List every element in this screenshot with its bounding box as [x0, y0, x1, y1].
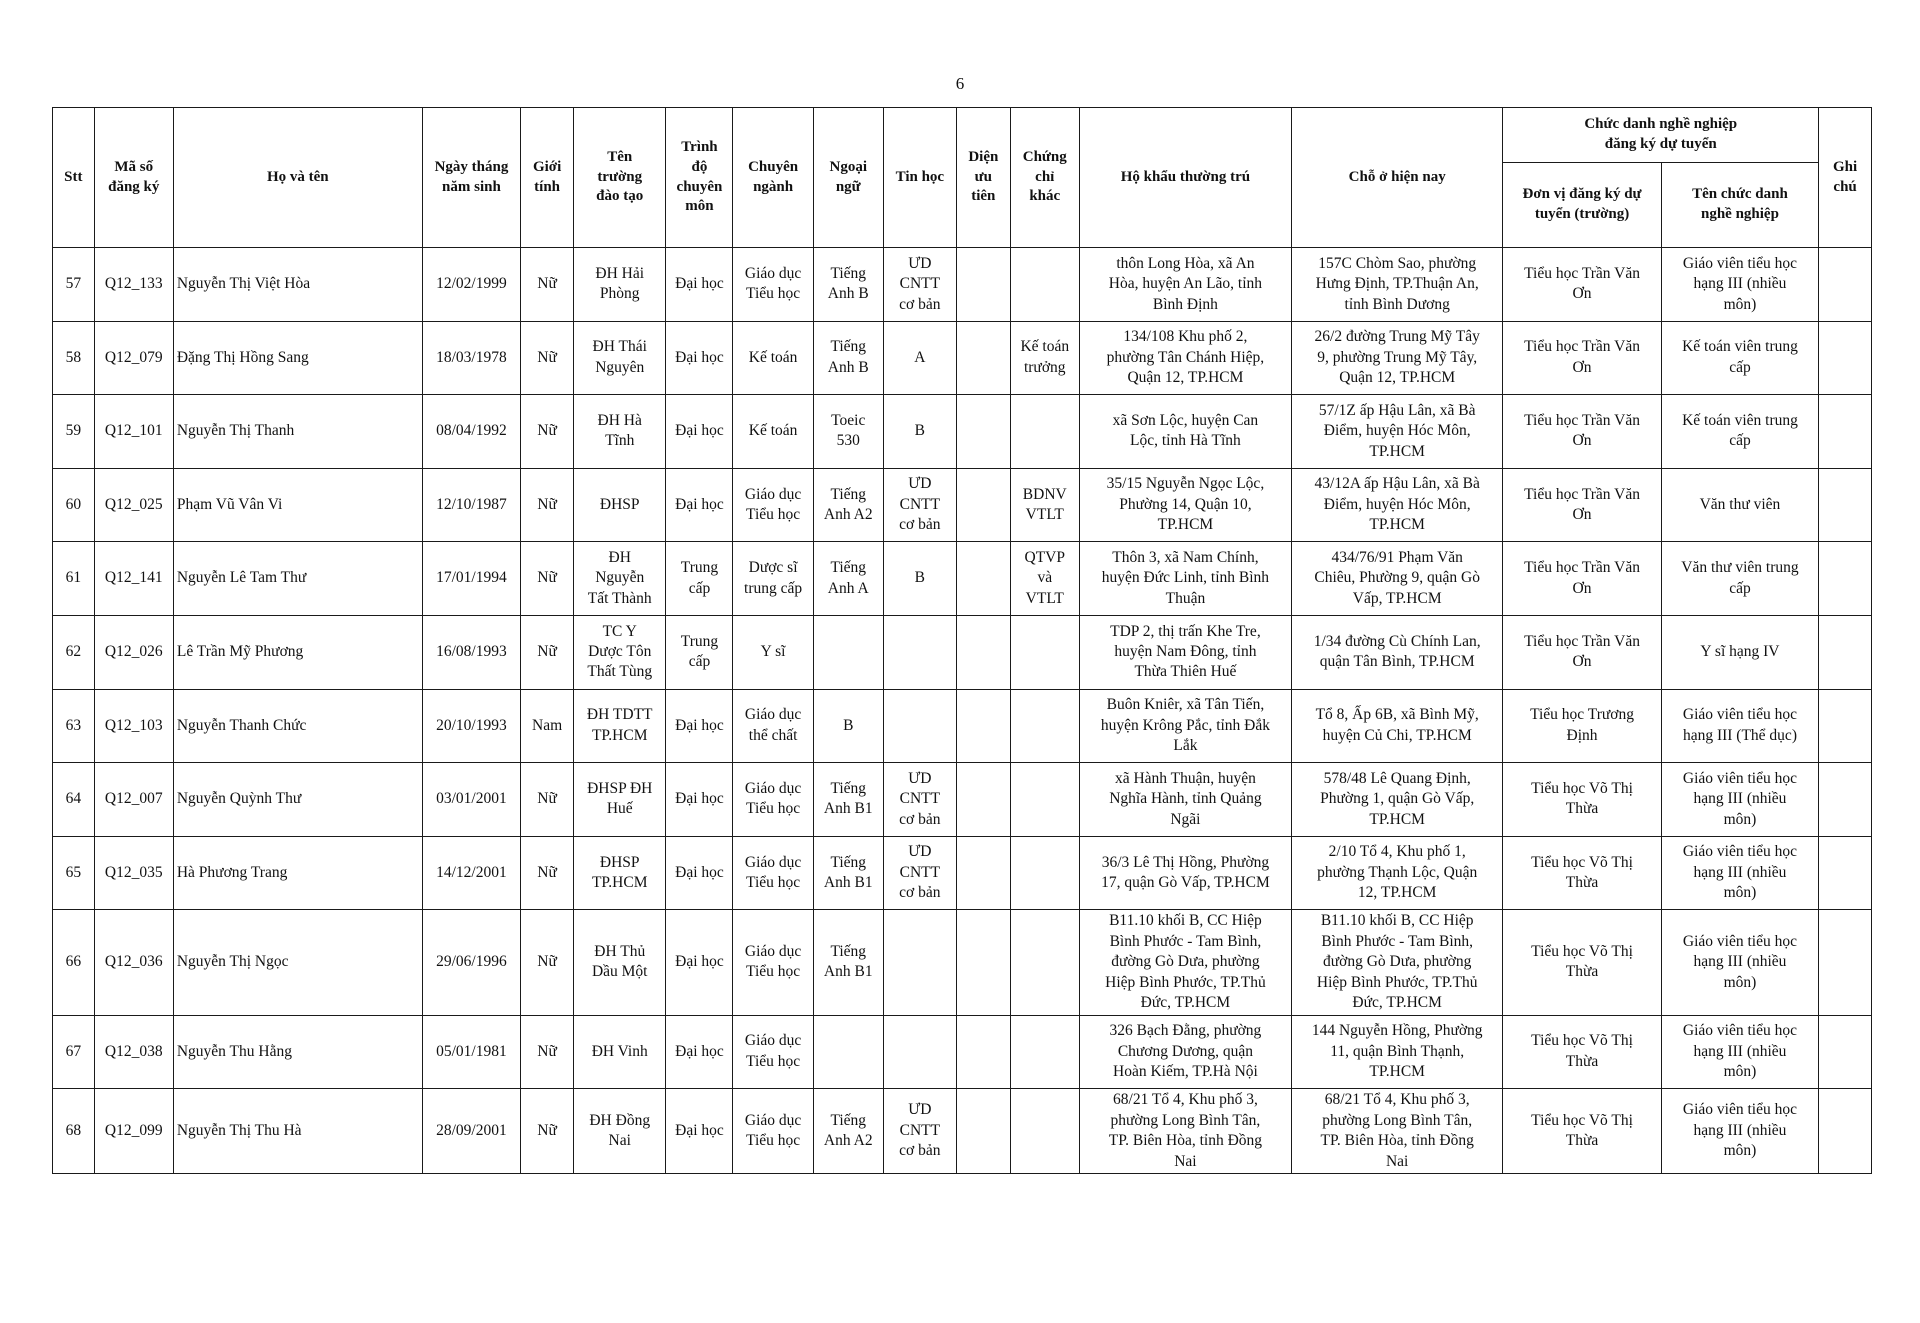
cell-stt: 67 [53, 1015, 95, 1089]
cell-ho-ten: Nguyễn Thị Thanh [173, 395, 422, 469]
cell-trinh-do: Đại học [666, 689, 733, 763]
cell-dien-uu-tien [956, 468, 1010, 542]
cell-don-vi: Tiểu học Trần Văn Ơn [1503, 542, 1661, 616]
cell-ma-so: Q12_101 [94, 395, 173, 469]
cell-don-vi: Tiểu học Trương Định [1503, 689, 1661, 763]
cell-trinh-do: Đại học [666, 321, 733, 395]
cell-chuc-danh: Giáo viên tiểu học hạng III (nhiều môn) [1661, 248, 1818, 322]
cell-ten-truong: ĐHSP TP.HCM [574, 836, 666, 910]
cell-chung-chi: Kế toán trưởng [1010, 321, 1079, 395]
cell-chuyen-nganh: Giáo dục Tiểu học [733, 1089, 813, 1174]
cell-ngay-sinh: 05/01/1981 [422, 1015, 521, 1089]
cell-tin-hoc: B [883, 542, 956, 616]
cell-ho-khau: Thôn 3, xã Nam Chính, huyện Đức Linh, tỉnh Bình Thuận [1079, 542, 1291, 616]
cell-ghi-chu [1819, 468, 1872, 542]
cell-tin-hoc: A [883, 321, 956, 395]
cell-gioi-tinh: Nam [521, 689, 574, 763]
cell-ma-so: Q12_025 [94, 468, 173, 542]
cell-ngay-sinh: 12/10/1987 [422, 468, 521, 542]
cell-cho-o: 144 Nguyễn Hồng, Phường 11, quận Bình Thạnh, TP.HCM [1292, 1015, 1503, 1089]
registration-table [52, 107, 1872, 1174]
cell-cho-o: 578/48 Lê Quang Định, Phường 1, quận Gò Vấp, TP.HCM [1292, 763, 1503, 837]
cell-don-vi: Tiểu học Võ Thị Thừa [1503, 836, 1661, 910]
cell-stt: 57 [53, 248, 95, 322]
cell-ho-ten: Nguyễn Thu Hằng [173, 1015, 422, 1089]
cell-chuc-danh: Văn thư viên trung cấp [1661, 542, 1818, 616]
cell-dien-uu-tien [956, 248, 1010, 322]
cell-tin-hoc [883, 615, 956, 689]
cell-dien-uu-tien [956, 1089, 1010, 1174]
cell-chuyen-nganh: Giáo dục Tiểu học [733, 248, 813, 322]
cell-stt: 60 [53, 468, 95, 542]
table-row [53, 836, 1872, 910]
cell-ngay-sinh: 03/01/2001 [422, 763, 521, 837]
cell-ngoai-ngu [813, 1015, 883, 1089]
cell-chung-chi [1010, 248, 1079, 322]
cell-ma-so: Q12_079 [94, 321, 173, 395]
cell-ho-khau: 36/3 Lê Thị Hồng, Phường 17, quận Gò Vấp, TP.HCM [1079, 836, 1291, 910]
cell-ngay-sinh: 29/06/1996 [422, 910, 521, 1015]
col-gioi-tinh: Giới tính [521, 108, 574, 248]
cell-ten-truong: ĐHSP ĐH Huế [574, 763, 666, 837]
col-don-vi: Đơn vị đăng ký dự tuyển (trường) [1503, 163, 1661, 248]
cell-dien-uu-tien [956, 615, 1010, 689]
cell-chung-chi [1010, 615, 1079, 689]
cell-tin-hoc: ƯD CNTT cơ bản [883, 248, 956, 322]
cell-chuyen-nganh: Giáo dục Tiểu học [733, 910, 813, 1015]
cell-stt: 59 [53, 395, 95, 469]
cell-ghi-chu [1819, 836, 1872, 910]
cell-ten-truong: ĐH Đồng Nai [574, 1089, 666, 1174]
cell-ghi-chu [1819, 1015, 1872, 1089]
cell-ho-ten: Đặng Thị Hồng Sang [173, 321, 422, 395]
table-row [53, 910, 1872, 1015]
col-ten-truong: Tên trường đào tạo [574, 108, 666, 248]
col-tin-hoc: Tin học [883, 108, 956, 248]
cell-chuyen-nganh: Dược sĩ trung cấp [733, 542, 813, 616]
cell-tin-hoc: ƯD CNTT cơ bản [883, 1089, 956, 1174]
cell-chuyen-nganh: Giáo dục Tiểu học [733, 836, 813, 910]
cell-ho-ten: Nguyễn Thị Thu Hà [173, 1089, 422, 1174]
cell-trinh-do: Đại học [666, 910, 733, 1015]
cell-trinh-do: Đại học [666, 468, 733, 542]
cell-ghi-chu [1819, 763, 1872, 837]
cell-don-vi: Tiểu học Trần Văn Ơn [1503, 615, 1661, 689]
cell-ma-so: Q12_038 [94, 1015, 173, 1089]
cell-ten-truong: TC Y Dược Tôn Thất Tùng [574, 615, 666, 689]
cell-chung-chi [1010, 1015, 1079, 1089]
cell-cho-o: Tổ 8, Ấp 6B, xã Bình Mỹ, huyện Củ Chi, TP.HCM [1292, 689, 1503, 763]
table-row [53, 1089, 1872, 1174]
cell-ma-so: Q12_133 [94, 248, 173, 322]
cell-ngoai-ngu: Tiếng Anh B1 [813, 836, 883, 910]
cell-ngoai-ngu: Tiếng Anh B1 [813, 910, 883, 1015]
cell-chuyen-nganh: Y sĩ [733, 615, 813, 689]
cell-trinh-do: Trung cấp [666, 542, 733, 616]
cell-trinh-do: Trung cấp [666, 615, 733, 689]
table-row [53, 395, 1872, 469]
cell-dien-uu-tien [956, 395, 1010, 469]
cell-chuc-danh: Y sĩ hạng IV [1661, 615, 1818, 689]
table-row [53, 615, 1872, 689]
cell-ngoai-ngu: Tiếng Anh A2 [813, 1089, 883, 1174]
cell-tin-hoc [883, 689, 956, 763]
cell-tin-hoc: ƯD CNTT cơ bản [883, 763, 956, 837]
cell-stt: 61 [53, 542, 95, 616]
cell-stt: 65 [53, 836, 95, 910]
cell-chuc-danh: Kế toán viên trung cấp [1661, 321, 1818, 395]
col-ghi-chu: Ghi chú [1819, 108, 1872, 248]
col-chuyen-nganh: Chuyên ngành [733, 108, 813, 248]
cell-ho-khau: Buôn Kniêr, xã Tân Tiến, huyện Krông Pắc, tỉnh Đắk Lắk [1079, 689, 1291, 763]
cell-chuyen-nganh: Kế toán [733, 321, 813, 395]
cell-dien-uu-tien [956, 836, 1010, 910]
cell-chuc-danh: Giáo viên tiểu học hạng III (Thể dục) [1661, 689, 1818, 763]
cell-ma-so: Q12_141 [94, 542, 173, 616]
cell-chung-chi: BDNV VTLT [1010, 468, 1079, 542]
cell-ghi-chu [1819, 1089, 1872, 1174]
cell-ngoai-ngu: Tiếng Anh A2 [813, 468, 883, 542]
cell-ngoai-ngu: Toeic 530 [813, 395, 883, 469]
cell-ho-ten: Lê Trần Mỹ Phương [173, 615, 422, 689]
cell-ma-so: Q12_007 [94, 763, 173, 837]
col-ho-ten: Họ và tên [173, 108, 422, 248]
col-chung-chi: Chứng chỉ khác [1010, 108, 1079, 248]
cell-chuyen-nganh: Giáo dục thể chất [733, 689, 813, 763]
cell-ma-so: Q12_036 [94, 910, 173, 1015]
cell-gioi-tinh: Nữ [521, 910, 574, 1015]
cell-ho-ten: Hà Phương Trang [173, 836, 422, 910]
cell-ngay-sinh: 17/01/1994 [422, 542, 521, 616]
cell-chuc-danh: Giáo viên tiểu học hạng III (nhiều môn) [1661, 1015, 1818, 1089]
cell-ten-truong: ĐH TDTT TP.HCM [574, 689, 666, 763]
cell-gioi-tinh: Nữ [521, 763, 574, 837]
col-dien-uu-tien: Diện ưu tiên [956, 108, 1010, 248]
table-body [53, 248, 1872, 1174]
table-row [53, 763, 1872, 837]
cell-gioi-tinh: Nữ [521, 248, 574, 322]
cell-ho-ten: Phạm Vũ Vân Vi [173, 468, 422, 542]
cell-ngay-sinh: 12/02/1999 [422, 248, 521, 322]
cell-ngay-sinh: 14/12/2001 [422, 836, 521, 910]
col-ngay-sinh: Ngày tháng năm sinh [422, 108, 521, 248]
cell-ho-khau: 35/15 Nguyễn Ngọc Lộc, Phường 14, Quận 10, TP.HCM [1079, 468, 1291, 542]
cell-stt: 66 [53, 910, 95, 1015]
cell-cho-o: B11.10 khối B, CC Hiệp Bình Phước - Tam Bình, đường Gò Dưa, phường Hiệp Bình Phước, TP.Thủ Đức, TP.HCM [1292, 910, 1503, 1015]
cell-ngay-sinh: 08/04/1992 [422, 395, 521, 469]
cell-ma-so: Q12_103 [94, 689, 173, 763]
cell-cho-o: 2/10 Tổ 4, Khu phố 1, phường Thạnh Lộc, Quận 12, TP.HCM [1292, 836, 1503, 910]
cell-stt: 68 [53, 1089, 95, 1174]
col-cho-o: Chỗ ở hiện nay [1292, 108, 1503, 248]
cell-chung-chi [1010, 395, 1079, 469]
cell-chuc-danh: Giáo viên tiểu học hạng III (nhiều môn) [1661, 836, 1818, 910]
cell-gioi-tinh: Nữ [521, 615, 574, 689]
cell-dien-uu-tien [956, 321, 1010, 395]
cell-stt: 62 [53, 615, 95, 689]
cell-dien-uu-tien [956, 910, 1010, 1015]
cell-stt: 64 [53, 763, 95, 837]
cell-ten-truong: ĐH Thủ Dầu Một [574, 910, 666, 1015]
cell-gioi-tinh: Nữ [521, 836, 574, 910]
cell-trinh-do: Đại học [666, 1015, 733, 1089]
cell-chung-chi [1010, 689, 1079, 763]
cell-cho-o: 57/1Z ấp Hậu Lân, xã Bà Điểm, huyện Hóc Môn, TP.HCM [1292, 395, 1503, 469]
col-ho-khau: Hộ khẩu thường trú [1079, 108, 1291, 248]
cell-chuc-danh: Giáo viên tiểu học hạng III (nhiều môn) [1661, 910, 1818, 1015]
cell-dien-uu-tien [956, 542, 1010, 616]
cell-ghi-chu [1819, 395, 1872, 469]
cell-chuc-danh: Văn thư viên [1661, 468, 1818, 542]
col-ma-so: Mã số đăng ký [94, 108, 173, 248]
cell-tin-hoc [883, 1015, 956, 1089]
cell-stt: 63 [53, 689, 95, 763]
table-row [53, 542, 1872, 616]
cell-tin-hoc: B [883, 395, 956, 469]
cell-ten-truong: ĐH Nguyễn Tất Thành [574, 542, 666, 616]
cell-trinh-do: Đại học [666, 395, 733, 469]
table-row [53, 689, 1872, 763]
cell-ghi-chu [1819, 542, 1872, 616]
cell-chung-chi [1010, 910, 1079, 1015]
cell-ngoai-ngu: Tiếng Anh B [813, 248, 883, 322]
cell-don-vi: Tiểu học Võ Thị Thừa [1503, 1089, 1661, 1174]
cell-ho-khau: 326 Bạch Đằng, phường Chương Dương, quận Hoàn Kiếm, TP.Hà Nội [1079, 1015, 1291, 1089]
table-row [53, 468, 1872, 542]
cell-ma-so: Q12_099 [94, 1089, 173, 1174]
table-row [53, 248, 1872, 322]
cell-don-vi: Tiểu học Võ Thị Thừa [1503, 910, 1661, 1015]
cell-don-vi: Tiểu học Võ Thị Thừa [1503, 1015, 1661, 1089]
cell-ghi-chu [1819, 248, 1872, 322]
cell-tin-hoc: ƯD CNTT cơ bản [883, 468, 956, 542]
cell-tin-hoc [883, 910, 956, 1015]
cell-ho-ten: Nguyễn Lê Tam Thư [173, 542, 422, 616]
cell-ho-ten: Nguyễn Quỳnh Thư [173, 763, 422, 837]
cell-ngoai-ngu: Tiếng Anh B [813, 321, 883, 395]
cell-gioi-tinh: Nữ [521, 542, 574, 616]
cell-ten-truong: ĐH Vinh [574, 1015, 666, 1089]
cell-gioi-tinh: Nữ [521, 1089, 574, 1174]
cell-chuc-danh: Giáo viên tiểu học hạng III (nhiều môn) [1661, 1089, 1818, 1174]
page-number: 6 [955, 74, 965, 93]
col-group-chuc-danh: Chức danh nghề nghiệp đăng ký dự tuyển [1503, 108, 1819, 163]
cell-don-vi: Tiểu học Võ Thị Thừa [1503, 763, 1661, 837]
col-stt: Stt [53, 108, 95, 248]
cell-trinh-do: Đại học [666, 1089, 733, 1174]
cell-ma-so: Q12_035 [94, 836, 173, 910]
cell-chung-chi [1010, 1089, 1079, 1174]
cell-ten-truong: ĐHSP [574, 468, 666, 542]
cell-ngay-sinh: 20/10/1993 [422, 689, 521, 763]
cell-dien-uu-tien [956, 763, 1010, 837]
cell-don-vi: Tiểu học Trần Văn Ơn [1503, 395, 1661, 469]
cell-ghi-chu [1819, 689, 1872, 763]
cell-ngay-sinh: 16/08/1993 [422, 615, 521, 689]
cell-don-vi: Tiểu học Trần Văn Ơn [1503, 321, 1661, 395]
cell-ho-ten: Nguyễn Thị Việt Hòa [173, 248, 422, 322]
cell-ten-truong: ĐH Hải Phòng [574, 248, 666, 322]
cell-dien-uu-tien [956, 689, 1010, 763]
cell-trinh-do: Đại học [666, 836, 733, 910]
table-row [53, 1015, 1872, 1089]
cell-cho-o: 157C Chòm Sao, phường Hưng Định, TP.Thuận An, tỉnh Bình Dương [1292, 248, 1503, 322]
cell-trinh-do: Đại học [666, 763, 733, 837]
cell-ho-khau: 134/108 Khu phố 2, phường Tân Chánh Hiệp, Quận 12, TP.HCM [1079, 321, 1291, 395]
cell-chung-chi [1010, 836, 1079, 910]
cell-ngoai-ngu [813, 615, 883, 689]
cell-tin-hoc: ƯD CNTT cơ bản [883, 836, 956, 910]
cell-ho-khau: 68/21 Tổ 4, Khu phố 3, phường Long Bình Tân, TP. Biên Hòa, tỉnh Đồng Nai [1079, 1089, 1291, 1174]
cell-chuyen-nganh: Giáo dục Tiểu học [733, 1015, 813, 1089]
cell-cho-o: 43/12A ấp Hậu Lân, xã Bà Điểm, huyện Hóc Môn, TP.HCM [1292, 468, 1503, 542]
cell-ho-ten: Nguyễn Thanh Chức [173, 689, 422, 763]
cell-chuc-danh: Giáo viên tiểu học hạng III (nhiều môn) [1661, 763, 1818, 837]
table-row [53, 321, 1872, 395]
cell-ghi-chu [1819, 615, 1872, 689]
cell-don-vi: Tiểu học Trần Văn Ơn [1503, 248, 1661, 322]
cell-ngoai-ngu: Tiếng Anh B1 [813, 763, 883, 837]
cell-gioi-tinh: Nữ [521, 1015, 574, 1089]
cell-ghi-chu [1819, 321, 1872, 395]
cell-don-vi: Tiểu học Trần Văn Ơn [1503, 468, 1661, 542]
cell-chuc-danh: Kế toán viên trung cấp [1661, 395, 1818, 469]
col-ten-chuc-danh: Tên chức danh nghề nghiệp [1661, 163, 1818, 248]
cell-chuyen-nganh: Giáo dục Tiểu học [733, 763, 813, 837]
cell-gioi-tinh: Nữ [521, 321, 574, 395]
cell-ho-khau: xã Hành Thuận, huyện Nghĩa Hành, tỉnh Quảng Ngãi [1079, 763, 1291, 837]
cell-chung-chi: QTVP và VTLT [1010, 542, 1079, 616]
cell-ngay-sinh: 18/03/1978 [422, 321, 521, 395]
cell-stt: 58 [53, 321, 95, 395]
cell-ngoai-ngu: Tiếng Anh A [813, 542, 883, 616]
cell-ngoai-ngu: B [813, 689, 883, 763]
cell-trinh-do: Đại học [666, 248, 733, 322]
cell-cho-o: 1/34 đường Cù Chính Lan, quận Tân Bình, TP.HCM [1292, 615, 1503, 689]
cell-chuyen-nganh: Giáo dục Tiểu học [733, 468, 813, 542]
cell-ho-khau: B11.10 khối B, CC Hiệp Bình Phước - Tam Bình, đường Gò Dưa, phường Hiệp Bình Phước, TP.Thủ Đức, TP.HCM [1079, 910, 1291, 1015]
cell-gioi-tinh: Nữ [521, 468, 574, 542]
cell-chung-chi [1010, 763, 1079, 837]
col-trinh-do: Trình độ chuyên môn [666, 108, 733, 248]
cell-ten-truong: ĐH Thái Nguyên [574, 321, 666, 395]
cell-chuyen-nganh: Kế toán [733, 395, 813, 469]
cell-ho-khau: thôn Long Hòa, xã An Hòa, huyện An Lão, tỉnh Bình Định [1079, 248, 1291, 322]
cell-ho-ten: Nguyễn Thị Ngọc [173, 910, 422, 1015]
cell-dien-uu-tien [956, 1015, 1010, 1089]
cell-ten-truong: ĐH Hà Tĩnh [574, 395, 666, 469]
cell-ho-khau: TDP 2, thị trấn Khe Tre, huyện Nam Đông, tỉnh Thừa Thiên Huế [1079, 615, 1291, 689]
cell-cho-o: 26/2 đường Trung Mỹ Tây 9, phường Trung Mỹ Tây, Quận 12, TP.HCM [1292, 321, 1503, 395]
cell-cho-o: 68/21 Tổ 4, Khu phố 3, phường Long Bình Tân, TP. Biên Hòa, tỉnh Đồng Nai [1292, 1089, 1503, 1174]
cell-ghi-chu [1819, 910, 1872, 1015]
col-ngoai-ngu: Ngoại ngữ [813, 108, 883, 248]
cell-cho-o: 434/76/91 Phạm Văn Chiêu, Phường 9, quận Gò Vấp, TP.HCM [1292, 542, 1503, 616]
cell-gioi-tinh: Nữ [521, 395, 574, 469]
cell-ho-khau: xã Sơn Lộc, huyện Can Lộc, tỉnh Hà Tĩnh [1079, 395, 1291, 469]
cell-ngay-sinh: 28/09/2001 [422, 1089, 521, 1174]
cell-ma-so: Q12_026 [94, 615, 173, 689]
